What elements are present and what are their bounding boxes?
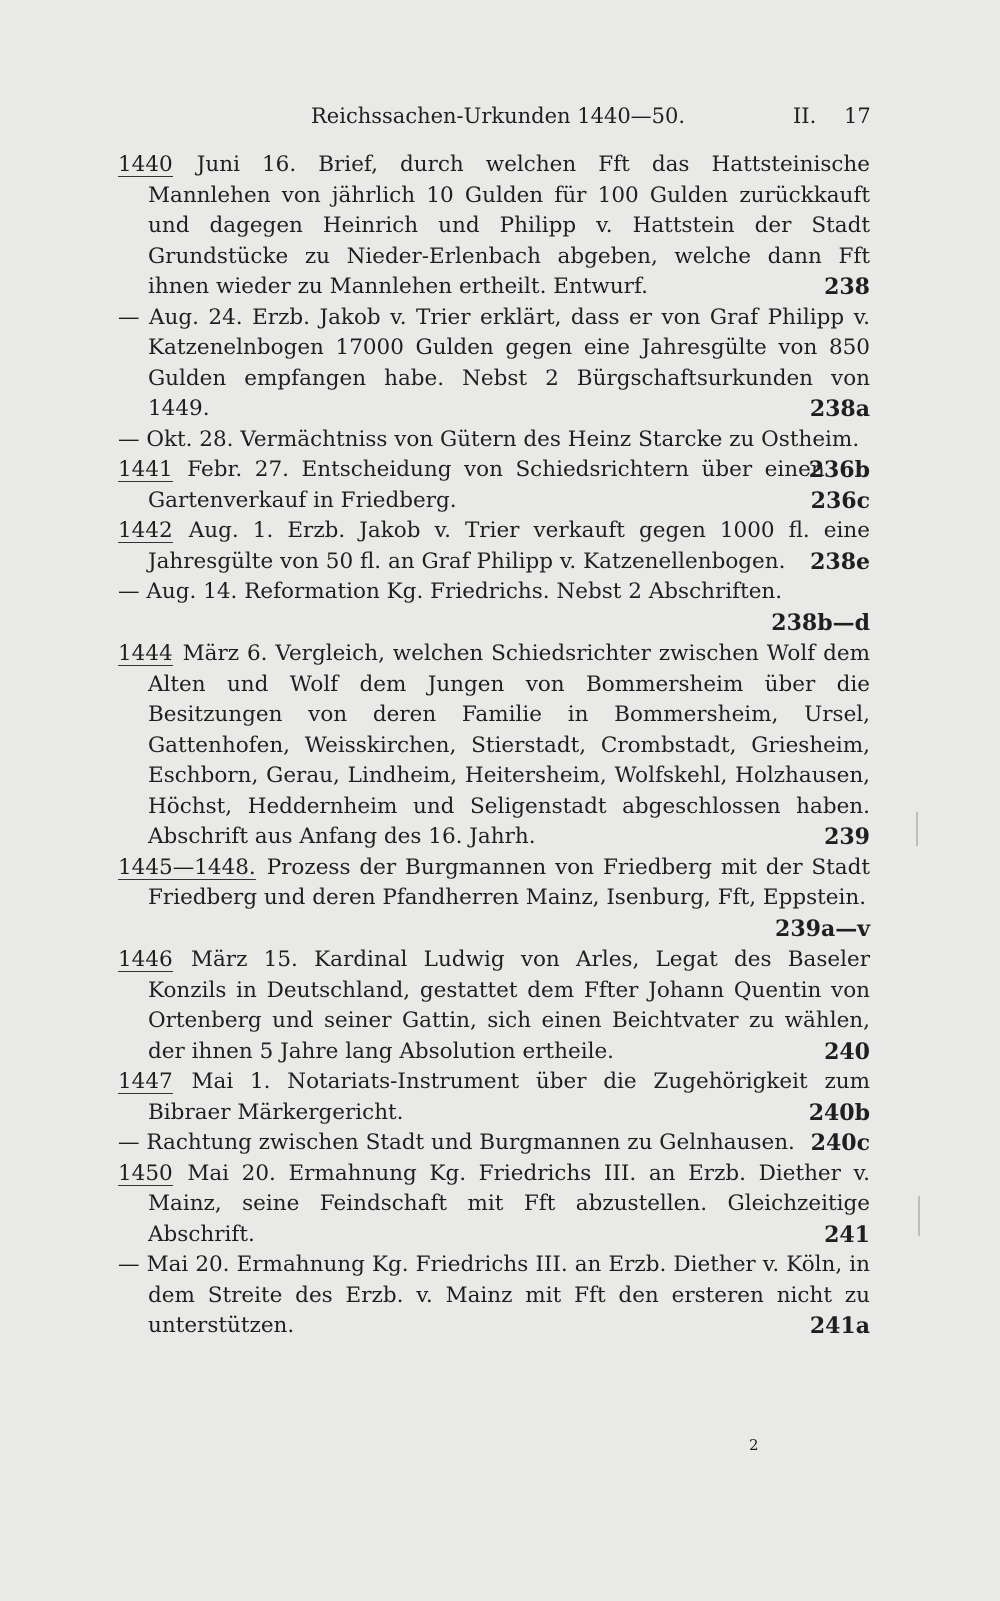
entry-year: 1440 xyxy=(118,152,173,177)
entry-text: Erzb. Jakob v. Trier verkauft gegen 1000 fl. eine Jahresgülte von 50 fl. an Graf Philipp v. Katzenellenbogen. xyxy=(148,518,870,574)
list-item xyxy=(118,1159,870,1251)
entry-year: — xyxy=(118,1130,140,1155)
entry-date: Okt. 28. xyxy=(146,426,234,452)
entry-text: Vermächtniss von Gütern des Heinz Starcke zu Ostheim. xyxy=(240,426,860,452)
list-item xyxy=(118,639,870,853)
entry-year: — xyxy=(118,579,140,604)
header-title: Reichssachen-Urkunden 1440—50. xyxy=(311,104,686,128)
list-item xyxy=(118,455,870,516)
entry-number: 238b—d xyxy=(771,609,870,636)
entry-text: Kardinal Ludwig von Arles, Legat des Baseler Konzils in Deutschland, gestattet dem Ffter Johann Quentin von Ortenberg und seiner Gattin, sich einen Beichtvater zu wählen, der ihnen 5 Jahre lang Absolution ertheile. xyxy=(148,947,870,1064)
entry-year: 1441 xyxy=(118,457,173,482)
entry-number: 238 xyxy=(824,274,870,300)
list-item xyxy=(118,945,870,1067)
list-item xyxy=(118,150,870,303)
entry-number: 236c xyxy=(810,487,870,514)
entry-number: 241 xyxy=(824,1221,870,1248)
entry-text: Vergleich, welchen Schiedsrichter zwischen Wolf dem Alten und Wolf dem Jungen von Bommersheim über die Besitzungen von deren Familie in Bommersheim, Ursel, Gattenhofen, Weisskirchen, Stierstadt, Crombstadt, Griesheim, Eschborn, Gerau, Lindheim, Heitersheim, Wolfskehl, Holzhausen, Höchst, Heddernheim und Seligenstadt abgeschlossen haben. Abschrift aus Anfang des 16. Jahrh. xyxy=(148,641,870,849)
entry-number: 236b xyxy=(808,457,870,483)
list-item xyxy=(118,303,870,425)
entry-date: Mai 1. xyxy=(191,1069,271,1094)
entry-number: 240 xyxy=(824,1038,870,1065)
entry-year: — xyxy=(118,426,140,452)
list-item xyxy=(118,1250,870,1342)
entry-date: Febr. 27. xyxy=(187,457,289,482)
list-item xyxy=(118,853,870,946)
entry-date: Juni 16. xyxy=(196,152,297,177)
entry-text: Erzb. Jakob v. Trier erklärt, dass er von Graf Philipp v. Katzenelnbogen 17000 Gulden gegen eine Jahresgülte von 850 Gulden empfangen habe. Nebst 2 Bürgschaftsurkunden von 1449. xyxy=(148,304,871,421)
entry-year: 1446 xyxy=(118,947,173,972)
entry-year: 1444 xyxy=(118,641,173,666)
entry-text: Ermahnung Kg. Friedrichs III. an Erzb. Diether v. Köln, in dem Streite des Erzb. v. Mainz mit Fft den ersteren nicht zu unterstützen. xyxy=(148,1252,870,1338)
entry-text: Brief, durch welchen Fft das Hattsteinische Mannlehen von jährlich 10 Gulden für 100 Gulden zurückkauft und dagegen Heinrich und Philipp v. Hattstein der Stadt Grundstücke zu Nieder-Erlenbach abgeben, welche dann Fft ihnen wieder zu Mannlehen ertheilt. Entwurf. xyxy=(148,152,870,299)
list-item xyxy=(118,1128,870,1159)
entry-text: Ermahnung Kg. Friedrichs III. an Erzb. Diether v. Mainz, seine Feindschaft mit Fft abzustellen. Gleichzeitige Abschrift. xyxy=(148,1160,870,1247)
margin-mark xyxy=(916,812,918,846)
entry-list xyxy=(118,150,870,1342)
entry-number: 239 xyxy=(824,824,870,850)
entry-text: Prozess der Burgmannen von Friedberg mit der Stadt Friedberg und deren Pfandherren Mainz, Isenburg, Fft, Eppstein. xyxy=(148,854,870,910)
entry-number: 238e xyxy=(810,548,870,575)
list-item xyxy=(118,577,870,639)
entry-date: Aug. 14. xyxy=(146,579,238,604)
entry-year: 1450 xyxy=(118,1160,173,1186)
margin-mark xyxy=(918,1196,920,1236)
header-part: II. xyxy=(793,104,817,128)
entry-number: 241a xyxy=(809,1313,870,1339)
page-number: 17 xyxy=(844,104,871,128)
entry-number: 240c xyxy=(810,1130,870,1156)
entry-date: Aug. 24. xyxy=(148,304,243,330)
entry-number: 239a—v xyxy=(775,915,870,942)
entry-date: Mai 20. xyxy=(146,1252,230,1277)
entry-date: März 15. xyxy=(190,947,298,972)
entry-number: 240b xyxy=(808,1099,870,1126)
entry-number: 238a xyxy=(809,396,870,422)
entry-year: 1445—1448. xyxy=(118,854,256,880)
entry-text: Notariats-Instrument über die Zugehörigkeit zum Bibraer Märkergericht. xyxy=(148,1069,871,1125)
signature-mark: 2 xyxy=(749,1436,759,1454)
entry-text: Entscheidung von Schiedsrichtern über einen Gartenverkauf in Friedberg. xyxy=(148,457,825,513)
entry-text: Reformation Kg. Friedrichs. Nebst 2 Abschriften. xyxy=(244,579,783,604)
entry-date: März 6. xyxy=(182,641,268,666)
entry-date: Mai 20. xyxy=(187,1160,276,1186)
entry-text: Rachtung zwischen Stadt und Burgmannen zu Gelnhausen. xyxy=(146,1130,795,1155)
list-item xyxy=(118,1067,870,1128)
entry-year: 1447 xyxy=(118,1069,173,1094)
entry-year: — xyxy=(118,1252,140,1277)
list-item xyxy=(118,516,870,577)
running-head xyxy=(118,100,870,134)
entry-year: 1442 xyxy=(118,518,173,543)
entry-year: — xyxy=(118,304,140,330)
entry-date: Aug. 1. xyxy=(188,518,274,543)
